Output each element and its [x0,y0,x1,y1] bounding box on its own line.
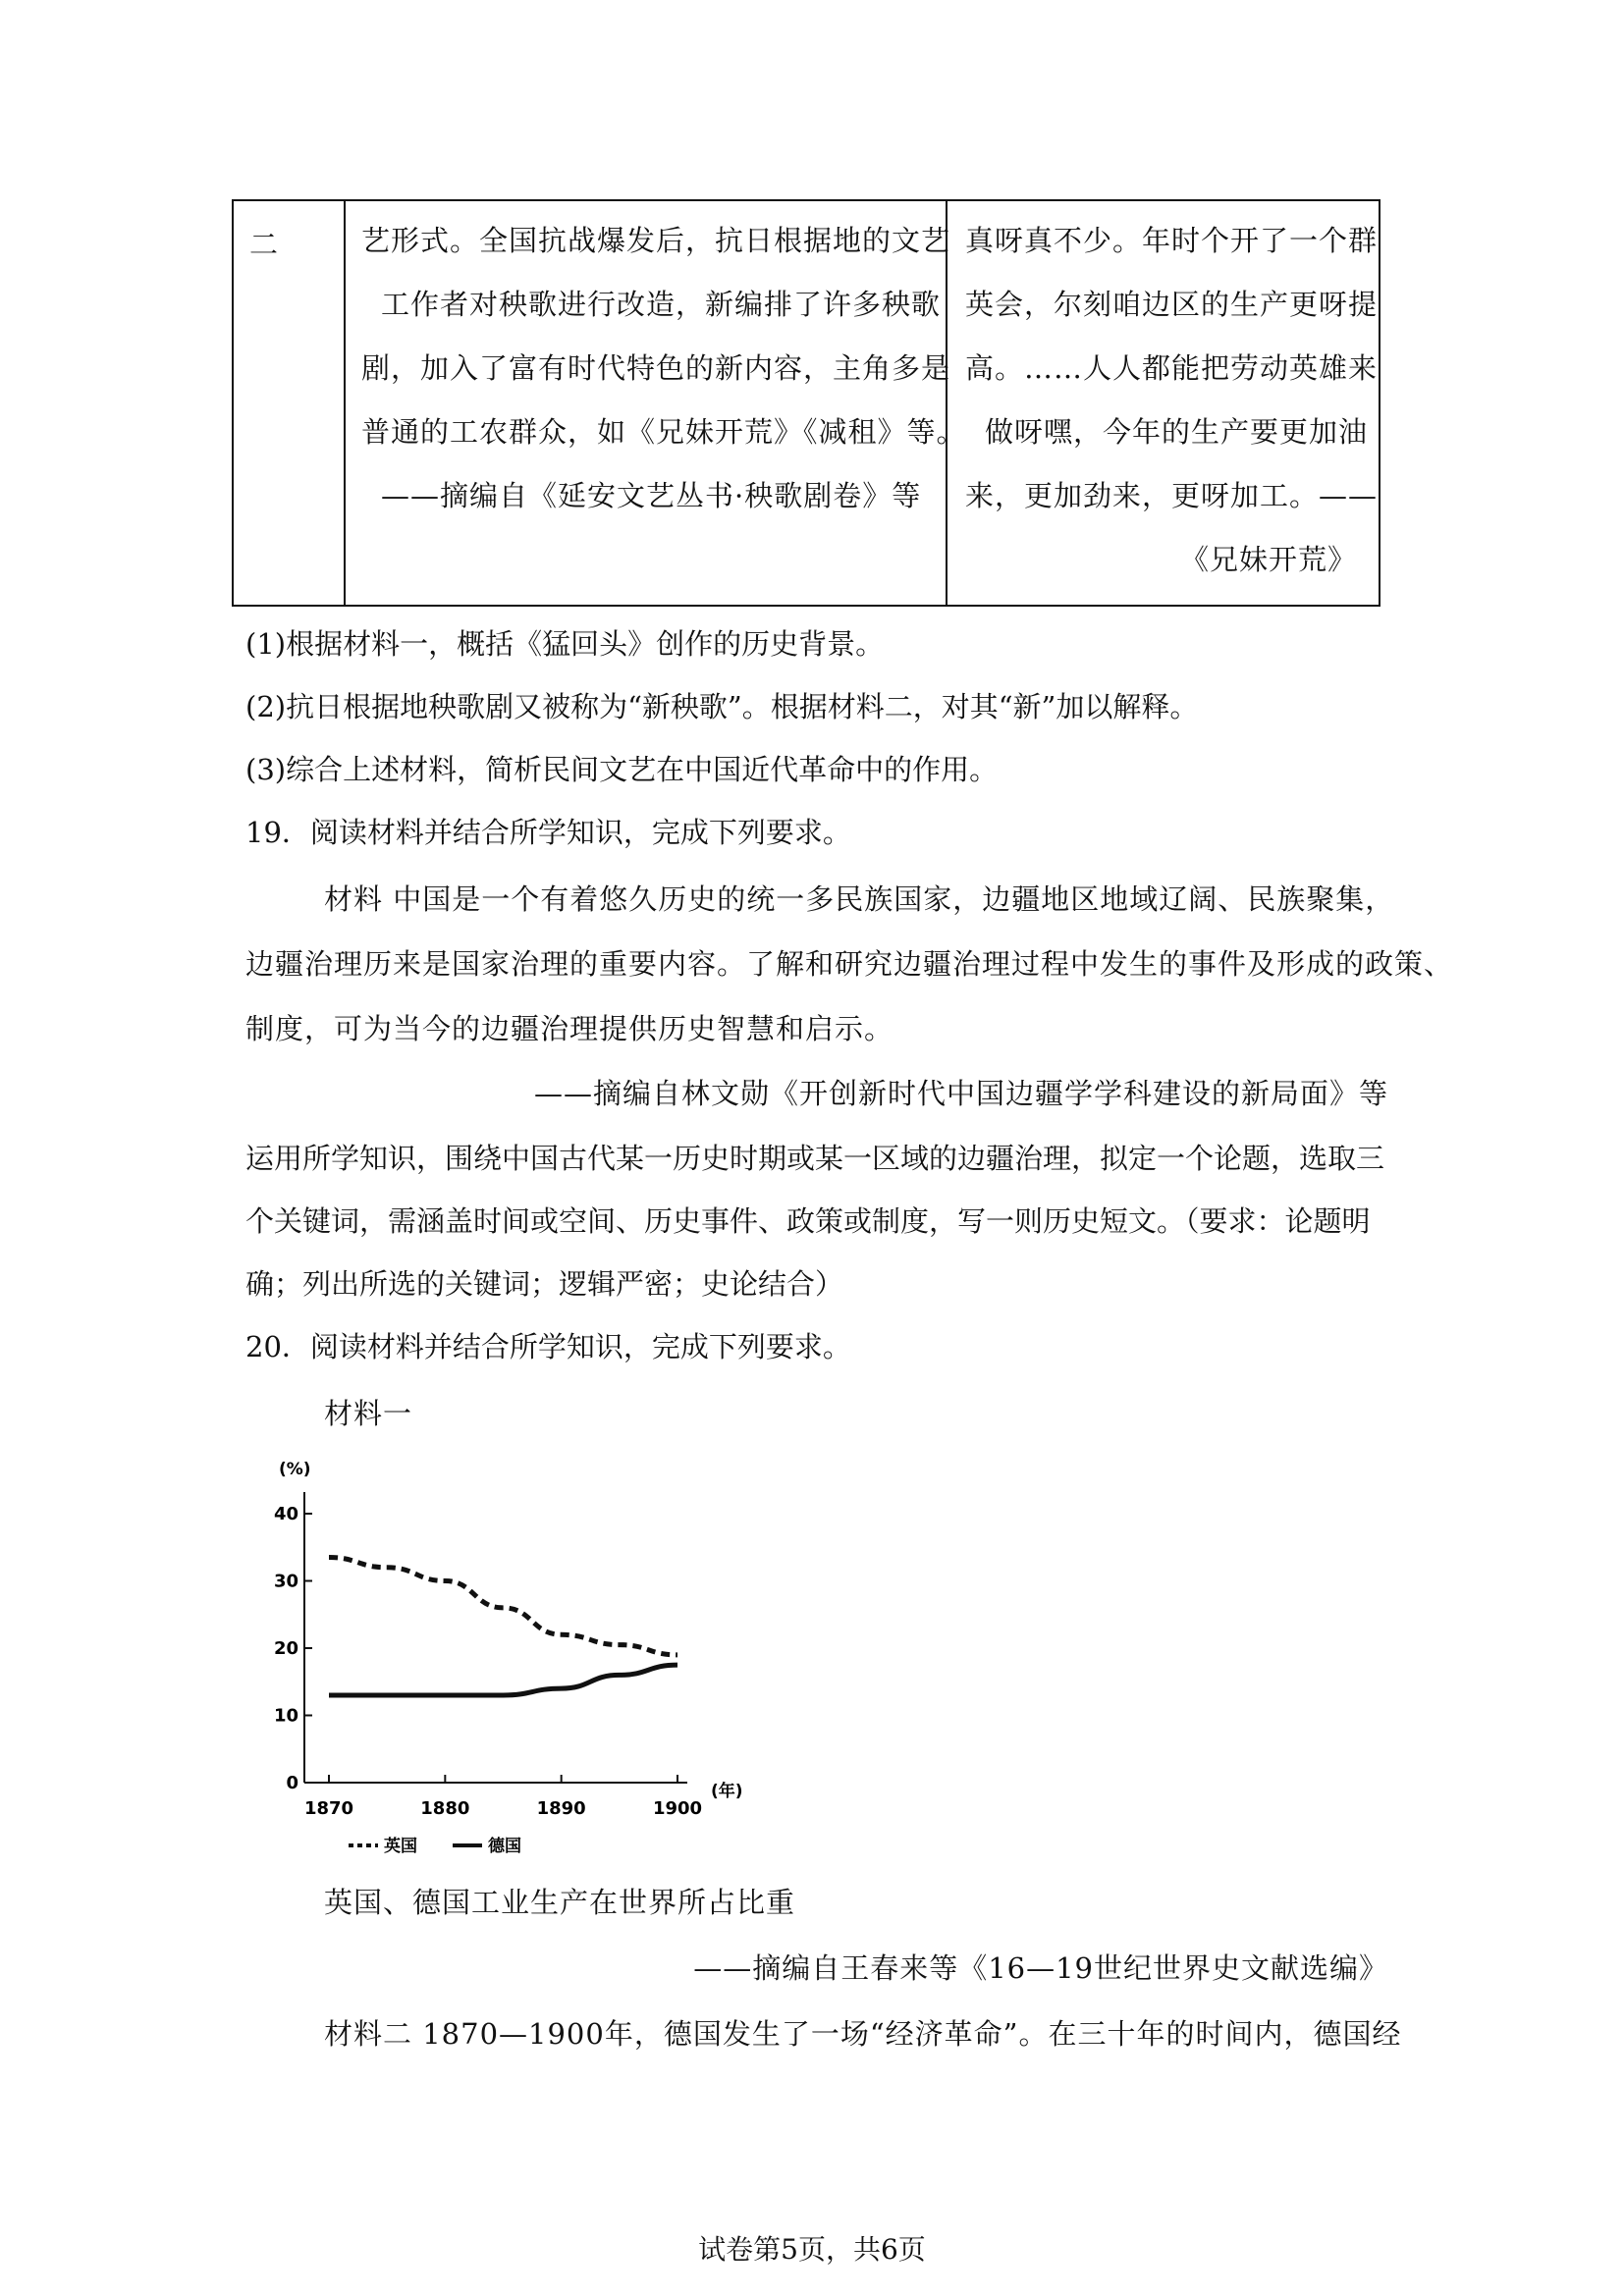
material-source: ——摘编自《延安文艺丛书·秧歌剧卷》等 [381,479,922,512]
y-axis-label: (%) [279,1460,311,1479]
x-tick-label: 1880 [420,1798,470,1819]
lyrics-cell [947,200,1380,606]
y-tick-label: 20 [273,1638,298,1659]
y-tick-label: 10 [273,1705,298,1727]
q19-task-line: 确；列出所选的关键词；逻辑严密；史论结合） [245,1267,844,1301]
y-tick-label: 0 [286,1773,298,1793]
y-tick-label: 30 [273,1571,298,1592]
page-footer: 试卷第5页，共6页 [698,2233,926,2266]
q19-task-line: 运用所学知识，围绕中国古代某一历史时期或某一区域的边疆治理，拟定一个论题，选取三 [245,1142,1385,1175]
q19-material-line: 材料 中国是一个有着悠久历史的统一多民族国家，边疆地区地域辽阔、民族聚集， [324,882,1395,916]
series-line-1 [329,1665,677,1695]
lyrics-line: 来，更加劲来，更呀加工。—— [965,479,1379,512]
material-2-line: 材料二 1870—1900年，德国发生了一场“经济革命”。在三十年的时间内，德国经 [324,2017,1402,2051]
question-20-title: 20．阅读材料并结合所学知识，完成下列要求。 [245,1330,851,1363]
q20-source: ——摘编自王春来等《16—19世纪世界史文献选编》 [693,1951,1388,1985]
lyrics-line: 做呀嘿，今年的生产要更加油 [985,415,1369,449]
q19-material-line: 制度，可为当今的边疆治理提供历史智慧和启示。 [245,1012,894,1045]
legend-label-0: 英国 [384,1837,417,1856]
material-table [232,199,1380,607]
legend-label-1: 德国 [488,1837,521,1856]
y-tick-label: 40 [273,1504,298,1524]
q19-source: ——摘编自林文勋《开创新时代中国边疆学学科建设的新局面》等 [533,1077,1388,1110]
chart-axes [279,1460,743,1801]
material-line: 普通的工农群众，如《兄妹开荒》《减租》等。 [361,415,966,449]
x-tick-label: 1900 [652,1798,703,1819]
x-axis-label: (年) [711,1782,743,1801]
series-line-0 [329,1558,677,1655]
chart-caption: 英国、德国工业生产在世界所占比重 [324,1886,796,1919]
question-18-2: (2)抗日根据地秧歌剧又被称为“新秧歌”。根据材料二，对其“新”加以解释。 [245,690,1199,723]
material-1-label: 材料一 [324,1397,413,1430]
question-18-1: (1)根据材料一，概括《猛回头》创作的历史背景。 [245,627,885,661]
chart-series [329,1558,677,1695]
industrial-share-chart [265,1453,795,1875]
q19-material-line: 边疆治理历来是国家治理的重要内容。了解和研究边疆治理过程中发生的事件及形成的政策、 [245,947,1454,981]
lyrics-source: 《兄妹开荒》 [1179,543,1357,576]
row-label: 二 [249,228,280,261]
material-line: 剧，加入了富有时代特色的新内容，主角多是 [361,351,951,385]
chart-ticks [274,1504,702,1819]
material-line: 艺形式。全国抗战爆发后，抗日根据地的文艺 [361,224,951,257]
material-line: 工作者对秧歌进行改造，新编排了许多秧歌 [381,288,942,321]
question-19-title: 19．阅读材料并结合所学知识，完成下列要求。 [245,816,851,849]
chart-legend [349,1836,521,1856]
row-label-cell [233,200,345,606]
q19-task-line: 个关键词，需涵盖时间或空间、历史事件、政策或制度，写一则历史短文。（要求：论题明 [245,1204,1371,1238]
material-text-cell [345,200,966,606]
lyrics-line: 真呀真不少。年时个开了一个群 [965,224,1379,257]
x-tick-label: 1870 [303,1798,354,1819]
x-tick-label: 1890 [536,1798,586,1819]
question-18-3: (3)综合上述材料，简析民间文艺在中国近代革命中的作用。 [245,753,999,786]
chart-svg [265,1453,795,1875]
lyrics-line: 高。……人人都能把劳动英雄来 [965,351,1379,385]
lyrics-line: 英会，尔刻咱边区的生产更呀提 [965,288,1379,321]
